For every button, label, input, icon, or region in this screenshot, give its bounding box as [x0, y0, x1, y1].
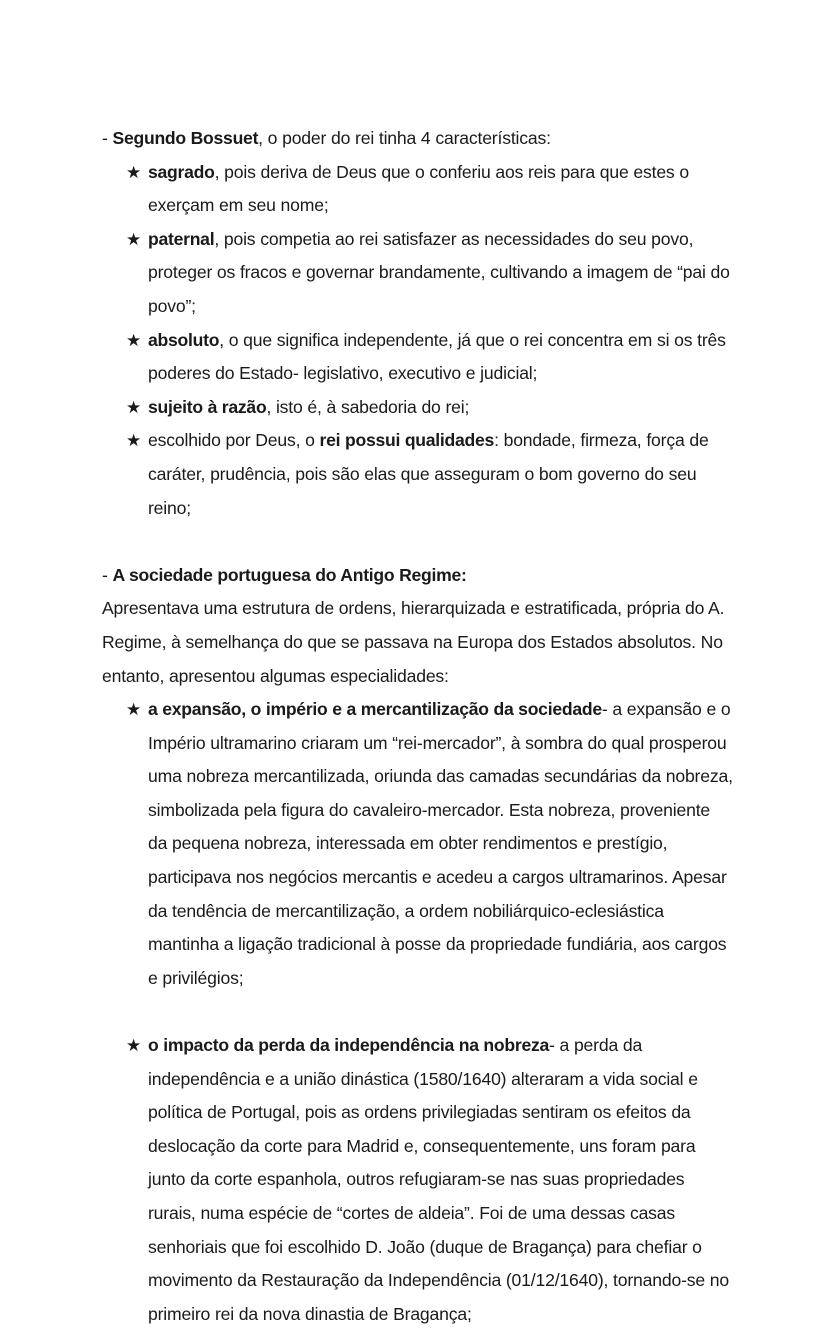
- star-bullet-icon: ★: [126, 162, 142, 182]
- sociedade-heading: [102, 559, 734, 593]
- list-item-text: [148, 156, 734, 223]
- lead-bold-term: Segundo Bossuet: [112, 128, 259, 148]
- list-item-body: , pois competia ao rei satisfazer as necessidades do seu povo, proteger os fracos e governar brandamente, cultivando a imagem de “pai do povo”;: [148, 228, 730, 316]
- list-item: [102, 156, 734, 223]
- lead-rest: , o poder do rei tinha 4 características:: [258, 128, 551, 148]
- list-item-body: , isto é, à sabedoria do rei;: [266, 396, 470, 417]
- star-bullet-icon: ★: [126, 397, 142, 417]
- list-item: [102, 424, 734, 525]
- sociedade-specialties-list: [102, 693, 734, 1331]
- list-item-term: o impacto da perda da independência na nobreza: [148, 1035, 550, 1056]
- list-item-text: [148, 324, 734, 391]
- section-sociedade-portuguesa: [102, 559, 734, 1331]
- bossuet-lead-line: [102, 122, 734, 156]
- list-item-text: [148, 223, 734, 324]
- list-item: [102, 324, 734, 391]
- list-item-body: - a perda da independência e a união dinástica (1580/1640) alteraram a vida social e política de Portugal, pois as ordens privilegiadas sentiram os efeitos da deslocação da corte para Madrid e, consequentemente, uns foram para junto da corte espanhola, outros refugiaram-se nas suas propriedades rurais, numa espécie de “cortes de aldeia”. Foi de uma dessas casas senhoriais que foi escolhido D. João (duque de Bragança) para chefiar o movimento da Restauração da Independência (01/12/1640), tornando-se no primeiro rei da nova dinastia de Bragança;: [148, 1035, 730, 1324]
- list-item-body: : bondade, firmeza, força de caráter, prudência, pois são elas que asseguram o bom governo do seu reino;: [148, 430, 709, 518]
- heading-title: A sociedade portuguesa do Antigo Regime:: [112, 564, 467, 585]
- list-item-body: - a expansão e o Império ultramarino criaram um “rei-mercador”, à sombra do qual prosperou uma nobreza mercantilizada, oriunda das camadas secundárias da nobreza, simbolizada pela figura do cavaleiro-mercador. Esta nobreza, proveniente da pequena nobreza, interessada em obter rendimentos e prestígio, participava nos negócios mercantis e acedeu a cargos ultramarinos. Apesar da tendência de mercantilização, a ordem nobiliárquico-eclesiástica mantinha a ligação tradicional à posse da propriedade fundiária, aos cargos e privilégios;: [148, 699, 733, 988]
- list-item: [102, 693, 734, 995]
- star-bullet-icon: ★: [126, 1036, 142, 1056]
- list-item-term: sagrado: [148, 161, 215, 182]
- list-item-text: [148, 1029, 734, 1331]
- star-bullet-icon: ★: [126, 700, 142, 720]
- document-body: [102, 122, 734, 1331]
- list-spacer: [102, 995, 734, 1029]
- bossuet-characteristics-list: [102, 156, 734, 526]
- list-item-term: sujeito à razão: [148, 396, 267, 417]
- star-bullet-icon: ★: [126, 431, 142, 451]
- heading-dash: -: [102, 564, 113, 585]
- list-item: [102, 391, 734, 425]
- list-item-body: , o que significa independente, já que o rei concentra em si os três poderes do Estado- legislativo, executivo e judicial;: [148, 329, 726, 384]
- list-item-body: , pois deriva de Deus que o conferiu aos reis para que estes o exerçam em seu nome;: [148, 161, 689, 216]
- list-item-prefix: escolhido por Deus, o: [148, 430, 320, 451]
- lead-dash: -: [102, 128, 113, 148]
- star-bullet-icon: ★: [126, 330, 142, 350]
- list-item-text: [148, 693, 734, 995]
- list-item-term: paternal: [148, 228, 215, 249]
- list-item: [102, 1029, 734, 1331]
- list-item-term: a expansão, o império e a mercantilização da sociedade: [148, 699, 602, 720]
- list-item: [102, 223, 734, 324]
- section-spacer: [102, 525, 734, 559]
- star-bullet-icon: ★: [126, 229, 142, 249]
- section-bossuet: [102, 122, 734, 525]
- list-item-term: rei possui qualidades: [319, 430, 495, 451]
- list-item-text: [148, 391, 734, 425]
- sociedade-intro-paragraph: Apresentava uma estrutura de ordens, hierarquizada e estratificada, própria do A. Regime, à semelhança do que se passava na Europa dos Estados absolutos. No entanto, apresentou algumas especialidades:: [102, 598, 725, 686]
- list-item-term: absoluto: [148, 329, 220, 350]
- list-item-text: [148, 424, 734, 525]
